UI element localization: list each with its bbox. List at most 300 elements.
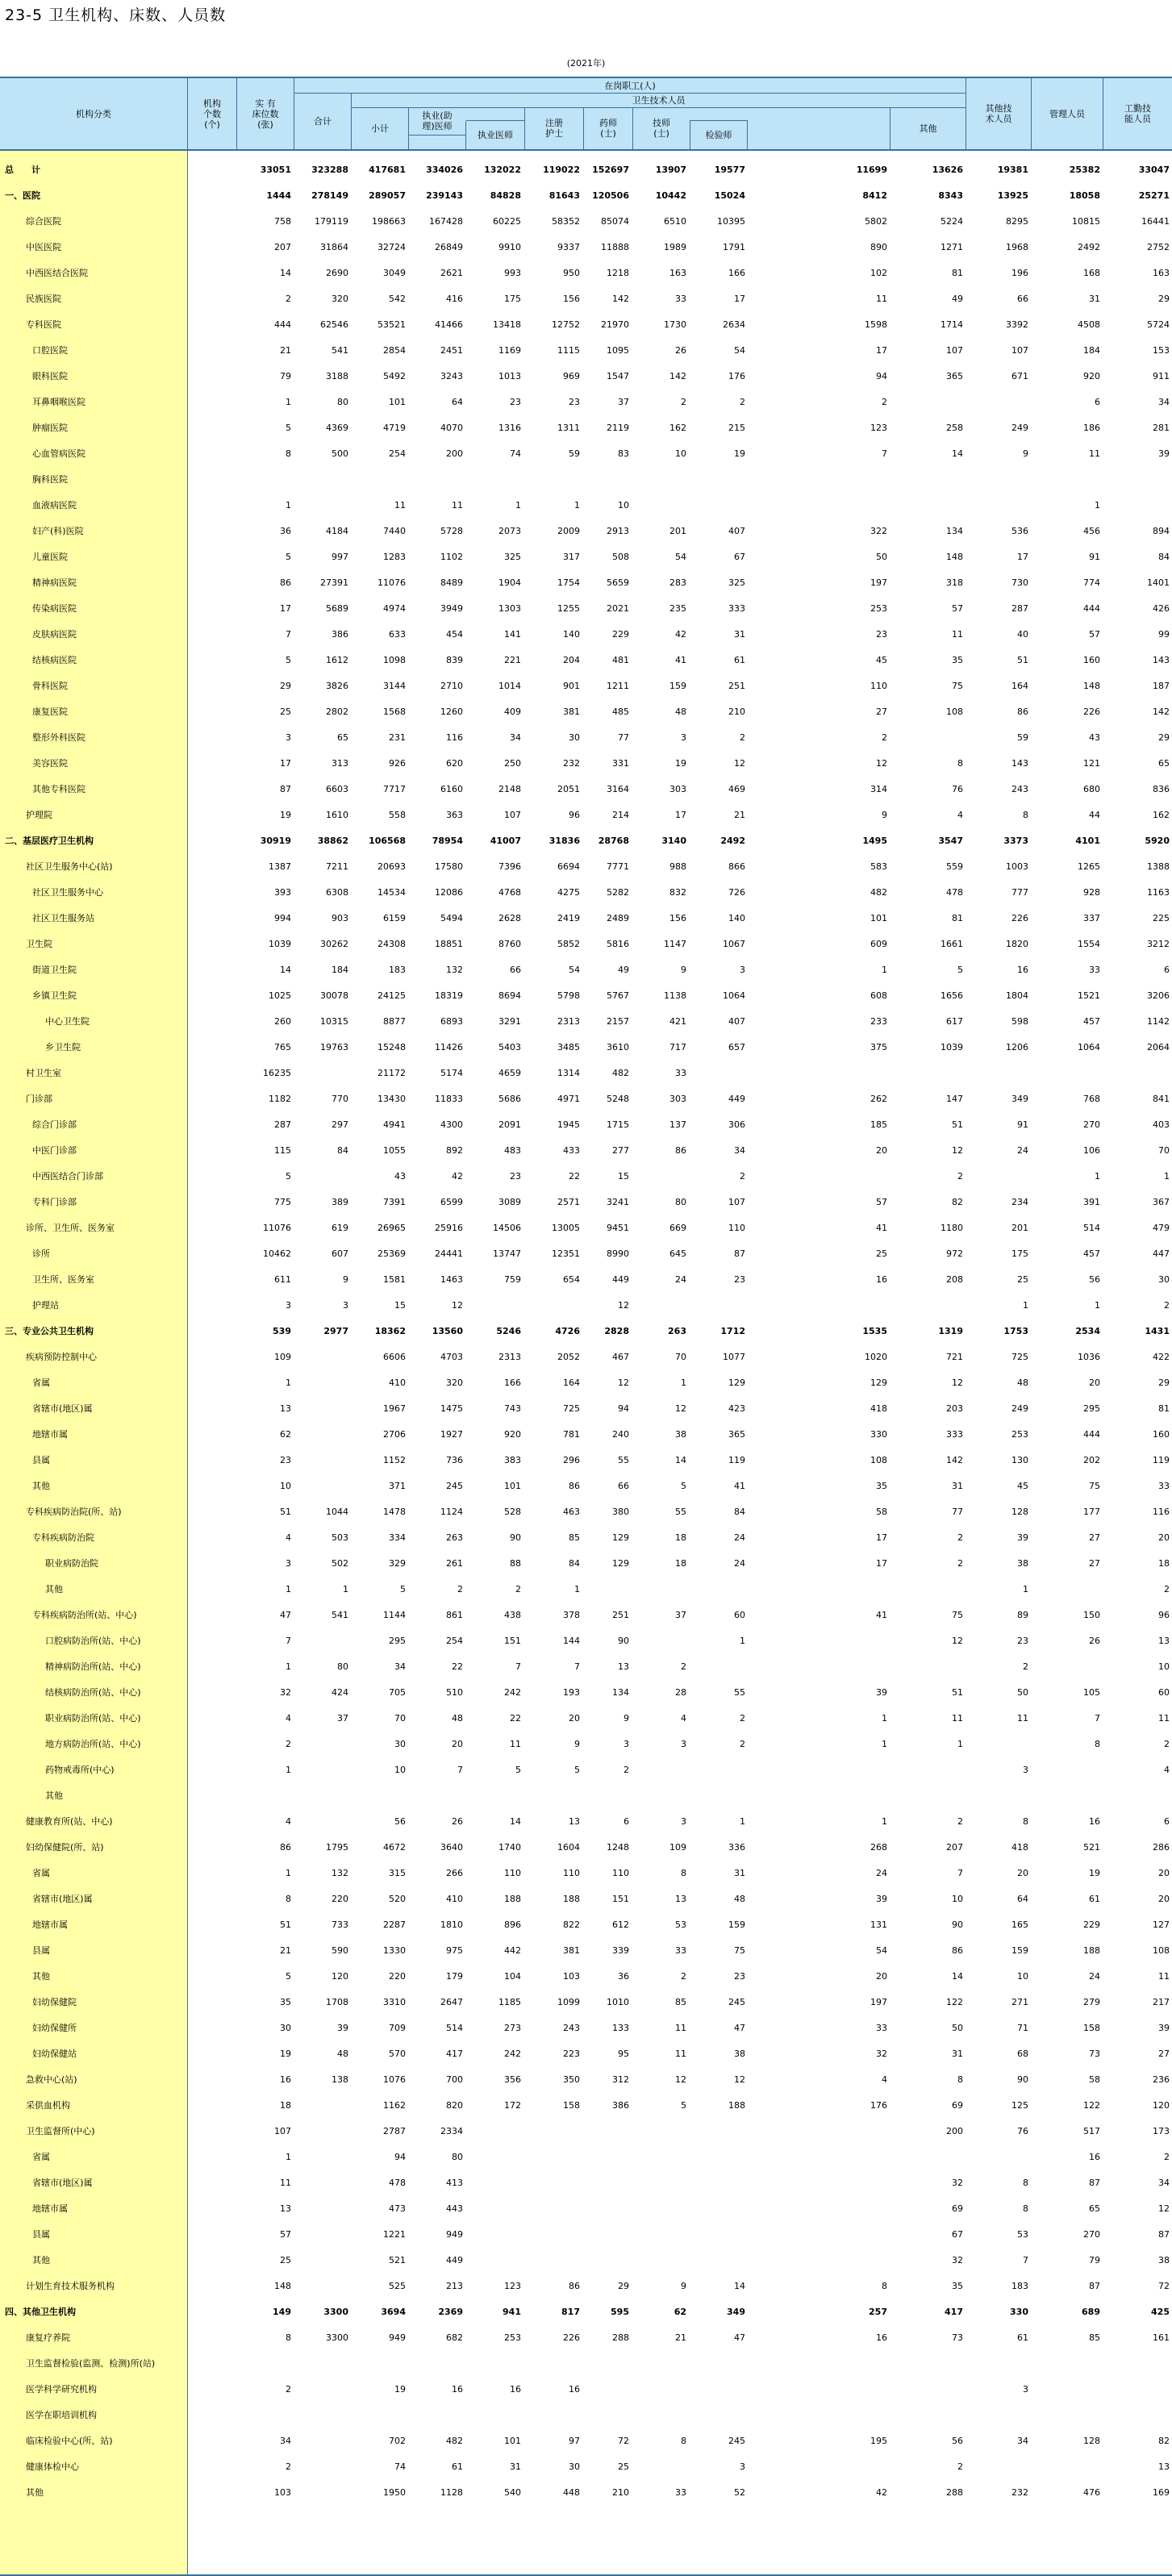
- cell-value: 159: [728, 1919, 745, 1930]
- row-label: 临床检验中心(所、站): [26, 2436, 113, 2446]
- table-row: [0, 235, 1172, 261]
- cell-value: 323288: [311, 165, 348, 175]
- cell-value: 12086: [435, 887, 463, 898]
- cell-value: 101: [870, 913, 887, 923]
- cell-value: 2: [957, 1171, 963, 1182]
- cell-value: 1: [882, 1739, 887, 1749]
- cell-value: 104: [504, 1971, 521, 1982]
- cell-value: 116: [446, 732, 463, 743]
- table-body: [0, 151, 1172, 2576]
- cell-value: 245: [728, 2436, 745, 2446]
- cell-value: 86: [569, 1481, 580, 1491]
- cell-value: 107: [1011, 345, 1028, 356]
- cell-value: 5: [515, 1765, 521, 1775]
- cell-value: [582, 2351, 629, 2377]
- cell-value: [747, 1654, 887, 1680]
- cell-value: 1661: [941, 939, 963, 949]
- cell-value: 80: [675, 1197, 686, 1207]
- table-row: [0, 1035, 1172, 1061]
- cell-value: [582, 2145, 629, 2170]
- cell-value: 4: [286, 1713, 291, 1724]
- header-total: 合计: [314, 115, 332, 127]
- cell-value: 270: [1083, 1119, 1100, 1130]
- cell-value: 26849: [435, 242, 463, 252]
- cell-value: 1: [515, 500, 521, 511]
- cell-value: [407, 2403, 463, 2428]
- cell-value: 42: [675, 629, 686, 640]
- row-label: 地方病防治所(站、中心): [45, 1739, 141, 1749]
- cell-value: 8: [957, 758, 963, 769]
- cell-value: [465, 2222, 521, 2248]
- cell-value: 1330: [383, 1945, 406, 1956]
- cell-value: 158: [1083, 2023, 1100, 2033]
- cell-value: 288: [612, 2332, 629, 2343]
- cell-value: 27: [876, 707, 887, 717]
- row-label: 采供血机构: [26, 2100, 70, 2111]
- cell-value: [631, 467, 686, 493]
- row-label: 妇幼保健站: [32, 2049, 77, 2059]
- cell-value: 423: [728, 1403, 745, 1414]
- cell-value: 378: [563, 1610, 580, 1620]
- cell-value: 1128: [440, 2487, 463, 2498]
- cell-value: 207: [946, 1842, 963, 1853]
- row-label: 其他: [45, 1584, 63, 1594]
- table-row: [0, 2145, 1172, 2170]
- cell-value: 5798: [557, 990, 580, 1001]
- table-row: [0, 983, 1172, 1009]
- cell-value: 39: [876, 1687, 887, 1698]
- cell-value: 1: [1095, 1300, 1100, 1311]
- cell-value: 11: [675, 2049, 686, 2059]
- header-staff: 在岗职工(人): [604, 80, 656, 91]
- cell-value: 609: [870, 939, 887, 949]
- table-row: [0, 648, 1172, 673]
- cell-value: 3241: [607, 1197, 629, 1207]
- cell-value: 198663: [372, 216, 406, 227]
- cell-value: 287: [274, 1119, 291, 1130]
- cell-value: [465, 2170, 521, 2196]
- cell-value: 58: [1089, 2074, 1100, 2085]
- cell-value: 8412: [862, 190, 887, 201]
- row-label: 社区卫生服务中心: [32, 887, 103, 898]
- cell-value: 1904: [498, 577, 521, 588]
- row-label: 一、医院: [5, 190, 40, 201]
- cell-value: 72: [618, 2436, 629, 2446]
- cell-value: 19: [394, 2384, 406, 2395]
- cell-value: 195: [870, 2436, 887, 2446]
- cell-value: 140: [728, 913, 745, 923]
- cell-value: 66: [510, 965, 521, 975]
- cell-value: 2: [882, 732, 887, 743]
- cell-value: 16: [1089, 2152, 1100, 2162]
- cell-value: 725: [1011, 1352, 1028, 1362]
- cell-value: 19: [280, 2049, 291, 2059]
- cell-value: 86: [280, 1842, 291, 1853]
- cell-value: 1076: [383, 2074, 406, 2085]
- cell-value: 137: [669, 1119, 686, 1130]
- cell-value: 422: [1153, 1352, 1170, 1362]
- table-row: [0, 2222, 1172, 2248]
- cell-value: 193: [563, 1687, 580, 1698]
- cell-value: 5728: [440, 526, 463, 536]
- table-row: [0, 2377, 1172, 2403]
- cell-value: 2492: [1078, 242, 1100, 252]
- cell-value: [1102, 1783, 1170, 1809]
- row-label: 胸科医院: [32, 474, 68, 485]
- cell-value: 27: [1089, 1532, 1100, 1543]
- cell-value: 1138: [664, 990, 686, 1001]
- cell-value: 16: [452, 2384, 463, 2395]
- cell-value: 14: [952, 448, 963, 459]
- cell-value: 81: [1158, 1403, 1170, 1414]
- row-label: 省辖市(地区)属: [32, 1403, 93, 1414]
- cell-value: 12: [675, 1403, 686, 1414]
- table-row: [0, 467, 1172, 493]
- cell-value: 24441: [435, 1248, 463, 1259]
- cell-value: 54: [876, 1945, 887, 1956]
- cell-value: 147: [946, 1094, 963, 1104]
- row-label: 医学科学研究机构: [26, 2384, 97, 2395]
- cell-value: 8: [1023, 1816, 1028, 1827]
- cell-value: 47: [734, 2023, 745, 2033]
- cell-value: [523, 2248, 580, 2274]
- row-label: 妇幼保健院: [32, 1997, 77, 2007]
- cell-value: 11: [952, 629, 963, 640]
- cell-value: 1142: [1147, 1016, 1170, 1027]
- cell-value: 336: [728, 1842, 745, 1853]
- cell-value: 277: [612, 1145, 629, 1156]
- cell-value: 20: [1158, 1532, 1170, 1543]
- cell-value: 225: [1153, 913, 1170, 923]
- cell-value: 7: [457, 1765, 463, 1775]
- cell-value: 2313: [498, 1352, 521, 1362]
- cell-value: 221: [504, 655, 521, 665]
- cell-value: 502: [332, 1558, 348, 1569]
- row-label: 药物戒毒所(中心): [45, 1765, 115, 1775]
- cell-value: 35: [952, 2281, 963, 2291]
- row-label: 其他: [45, 1790, 63, 1801]
- cell-value: 13418: [493, 319, 521, 330]
- cell-value: 13626: [932, 165, 963, 175]
- cell-value: 1039: [269, 939, 291, 949]
- cell-value: [293, 2480, 348, 2506]
- cell-value: 1: [574, 1584, 580, 1594]
- cell-value: [889, 2377, 963, 2403]
- cell-value: 22: [510, 1713, 521, 1724]
- cell-value: [1030, 1654, 1100, 1680]
- table-row: [0, 364, 1172, 390]
- cell-value: 5403: [498, 1042, 521, 1052]
- page-title: 23-5 卫生机构、床数、人员数: [5, 6, 227, 24]
- cell-value: 3: [286, 1300, 291, 1311]
- cell-value: [747, 1293, 887, 1319]
- cell-value: 367: [1153, 1197, 1170, 1207]
- table-row: [0, 2119, 1172, 2145]
- cell-value: 5282: [607, 887, 629, 898]
- cell-value: 200: [946, 2126, 963, 2136]
- table-row: [0, 622, 1172, 648]
- cell-value: 10315: [320, 1016, 348, 1027]
- cell-value: [889, 1293, 963, 1319]
- table-row: [0, 1190, 1172, 1215]
- cell-value: 47: [734, 2332, 745, 2343]
- cell-value: 261: [446, 1558, 463, 1569]
- cell-value: 226: [563, 2332, 580, 2343]
- cell-value: 1: [574, 500, 580, 511]
- cell-value: [631, 2222, 686, 2248]
- cell-value: 1795: [326, 1842, 348, 1853]
- cell-value: 657: [728, 1042, 745, 1052]
- cell-value: 75: [734, 1945, 745, 1956]
- cell-value: [465, 2119, 521, 2145]
- cell-value: 4719: [383, 423, 406, 433]
- table-row: [0, 2248, 1172, 2274]
- cell-value: 3: [681, 1739, 686, 1749]
- cell-value: 119: [1153, 1455, 1170, 1465]
- cell-value: 444: [1083, 603, 1100, 614]
- cell-value: 159: [1011, 1945, 1028, 1956]
- cell-value: 570: [389, 2049, 406, 2059]
- cell-value: 12: [618, 1300, 629, 1311]
- cell-value: 21: [734, 810, 745, 820]
- cell-value: 2647: [440, 1997, 463, 2007]
- cell-value: 4070: [440, 423, 463, 433]
- cell-value: [1102, 467, 1170, 493]
- cell-value: 416: [446, 294, 463, 304]
- cell-value: 3144: [383, 681, 406, 691]
- cell-value: [688, 1293, 745, 1319]
- cell-value: 31: [1089, 294, 1100, 304]
- cell-value: 279: [1083, 1997, 1100, 2007]
- cell-value: 1014: [498, 681, 521, 691]
- cell-value: 120: [332, 1971, 348, 1982]
- cell-value: 11: [280, 2178, 291, 2188]
- cell-value: [747, 2454, 887, 2480]
- cell-value: 23: [1017, 1636, 1028, 1646]
- cell-value: 138: [332, 2074, 348, 2085]
- cell-value: 125: [1011, 2100, 1028, 2111]
- cell-value: 33: [675, 1945, 686, 1956]
- cell-value: 5: [681, 2100, 686, 2111]
- cell-value: 822: [563, 1919, 580, 1930]
- cell-value: 4974: [383, 603, 406, 614]
- cell-value: 39: [876, 1894, 887, 1904]
- cell-value: 8: [286, 2332, 291, 2343]
- cell-value: 736: [446, 1455, 463, 1465]
- cell-value: 102: [870, 268, 887, 278]
- cell-value: 1521: [1078, 990, 1100, 1001]
- row-label: 耳鼻咽喉医院: [32, 397, 86, 407]
- cell-value: 129: [728, 1378, 745, 1388]
- cell-value: 7391: [383, 1197, 406, 1207]
- cell-value: 1820: [1006, 939, 1028, 949]
- cell-value: 35: [280, 1997, 291, 2007]
- cell-value: 2913: [607, 526, 629, 536]
- cell-value: 37: [675, 1610, 686, 1620]
- cell-value: 1: [343, 1584, 348, 1594]
- cell-value: 233: [870, 1016, 887, 1027]
- cell-value: [293, 2093, 348, 2119]
- cell-value: 2: [1164, 1300, 1170, 1311]
- cell-value: 8877: [383, 1016, 406, 1027]
- cell-value: 153: [1153, 345, 1170, 356]
- table-row: [0, 1112, 1172, 1138]
- cell-value: 11833: [435, 1094, 463, 1104]
- cell-value: 103: [563, 1971, 580, 1982]
- cell-value: 15024: [714, 190, 745, 201]
- cell-value: 19381: [997, 165, 1028, 175]
- cell-value: [236, 2403, 291, 2428]
- cell-value: 7771: [607, 861, 629, 872]
- cell-value: 2157: [607, 1016, 629, 1027]
- cell-value: 4: [681, 1713, 686, 1724]
- cell-value: 9: [882, 810, 887, 820]
- cell-value: 177: [1083, 1507, 1100, 1517]
- cell-value: 129: [612, 1532, 629, 1543]
- cell-value: 775: [274, 1197, 291, 1207]
- cell-value: 42: [452, 1171, 463, 1182]
- cell-value: 1248: [607, 1842, 629, 1853]
- cell-value: [582, 2222, 629, 2248]
- cell-value: 994: [274, 913, 291, 923]
- cell-value: 949: [446, 2229, 463, 2240]
- cell-value: 4: [286, 1816, 291, 1827]
- cell-value: 13: [280, 1403, 291, 1414]
- cell-value: 2051: [557, 784, 580, 794]
- cell-value: 85: [569, 1532, 580, 1543]
- cell-value: [523, 2403, 580, 2428]
- cell-value: 22: [452, 1661, 463, 1672]
- cell-value: 418: [870, 1403, 887, 1414]
- cell-value: 866: [728, 861, 745, 872]
- cell-value: 1387: [269, 861, 291, 872]
- row-label: 卫生监督检验(监测、检测)所(站): [26, 2358, 156, 2369]
- cell-value: 5: [681, 1481, 686, 1491]
- cell-value: [747, 2119, 887, 2145]
- cell-value: 26965: [377, 1223, 406, 1233]
- row-label: 皮肤病医院: [32, 629, 77, 640]
- cell-value: 8: [1023, 2203, 1028, 2214]
- cell-value: 4672: [383, 1842, 406, 1853]
- cell-value: 53521: [377, 319, 406, 330]
- cell-value: 197: [870, 577, 887, 588]
- table-row: [0, 699, 1172, 725]
- cell-value: 28: [675, 1687, 686, 1698]
- cell-value: 23: [569, 397, 580, 407]
- table-row: [0, 261, 1172, 286]
- cell-value: 243: [1011, 784, 1028, 794]
- cell-value: [293, 493, 348, 519]
- row-label: 妇幼保健所: [32, 2023, 77, 2033]
- cell-value: 37: [618, 397, 629, 407]
- cell-value: 9: [624, 1713, 629, 1724]
- row-label: 护理院: [26, 810, 52, 820]
- cell-value: 619: [332, 1223, 348, 1233]
- cell-value: 1099: [557, 1997, 580, 2007]
- cell-value: 18362: [374, 1326, 406, 1336]
- cell-value: 19: [734, 448, 745, 459]
- cell-value: 74: [510, 448, 521, 459]
- cell-value: 476: [1083, 2487, 1100, 2498]
- cell-value: 289057: [369, 190, 406, 201]
- cell-value: 1067: [723, 939, 745, 949]
- table-row: [0, 1757, 1172, 1783]
- cell-value: 67: [734, 552, 745, 562]
- cell-value: 2534: [1075, 1326, 1100, 1336]
- cell-value: 1401: [1147, 577, 1170, 588]
- cell-value: 4: [957, 810, 963, 820]
- cell-value: 163: [669, 268, 686, 278]
- cell-value: 349: [727, 2307, 745, 2317]
- cell-value: 89: [1017, 1610, 1028, 1620]
- cell-value: 2: [882, 397, 887, 407]
- cell-value: 3949: [440, 603, 463, 614]
- cell-value: 2: [515, 1584, 521, 1594]
- cell-value: 1: [286, 1584, 291, 1594]
- cell-value: 187: [1153, 681, 1170, 691]
- cell-value: 165: [1011, 1919, 1028, 1930]
- cell-value: 33: [675, 2487, 686, 2498]
- cell-value: 14: [280, 965, 291, 975]
- cell-value: 286: [1153, 1842, 1170, 1853]
- cell-value: 521: [1083, 1842, 1100, 1853]
- cell-value: 1055: [383, 1145, 406, 1156]
- cell-value: 1: [286, 1378, 291, 1388]
- table-row: [0, 1628, 1172, 1654]
- cell-value: [1030, 467, 1100, 493]
- cell-value: 482: [870, 887, 887, 898]
- cell-value: 3049: [383, 268, 406, 278]
- table-row: [0, 1835, 1172, 1861]
- table-row: [0, 1680, 1172, 1706]
- cell-value: 19: [280, 810, 291, 820]
- cell-value: [747, 2170, 887, 2196]
- cell-value: 226: [1011, 913, 1028, 923]
- cell-value: 210: [728, 707, 745, 717]
- cell-value: 196: [1011, 268, 1028, 278]
- cell-value: 19: [675, 758, 686, 769]
- cell-value: 12351: [552, 1248, 580, 1259]
- cell-value: 541: [332, 345, 348, 356]
- cell-value: 71: [1017, 2023, 1028, 2033]
- table-row: [0, 493, 1172, 519]
- table-row: [0, 1061, 1172, 1086]
- cell-value: 107: [274, 2126, 291, 2136]
- cell-value: 3212: [1147, 939, 1170, 949]
- cell-value: 101: [504, 2436, 521, 2446]
- cell-value: 11: [1089, 448, 1100, 459]
- cell-value: [889, 1061, 963, 1086]
- cell-value: [293, 2454, 348, 2480]
- cell-value: 1095: [607, 345, 629, 356]
- cell-value: 21172: [377, 1068, 406, 1078]
- cell-value: 162: [669, 423, 686, 433]
- cell-value: [1030, 2454, 1100, 2480]
- header-lab: 检验师: [705, 130, 732, 140]
- cell-value: 34: [280, 2436, 291, 2446]
- cell-value: 160: [1153, 1429, 1170, 1440]
- cell-value: 928: [1083, 887, 1100, 898]
- cell-value: [293, 2170, 348, 2196]
- row-label: 心血管病医院: [32, 448, 86, 459]
- cell-value: [965, 1783, 1028, 1809]
- cell-value: [1030, 1783, 1100, 1809]
- cell-value: 142: [612, 294, 629, 304]
- cell-value: 330: [1010, 2307, 1028, 2317]
- cell-value: 363: [446, 810, 463, 820]
- cell-value: 9910: [498, 242, 521, 252]
- cell-value: [688, 2351, 745, 2377]
